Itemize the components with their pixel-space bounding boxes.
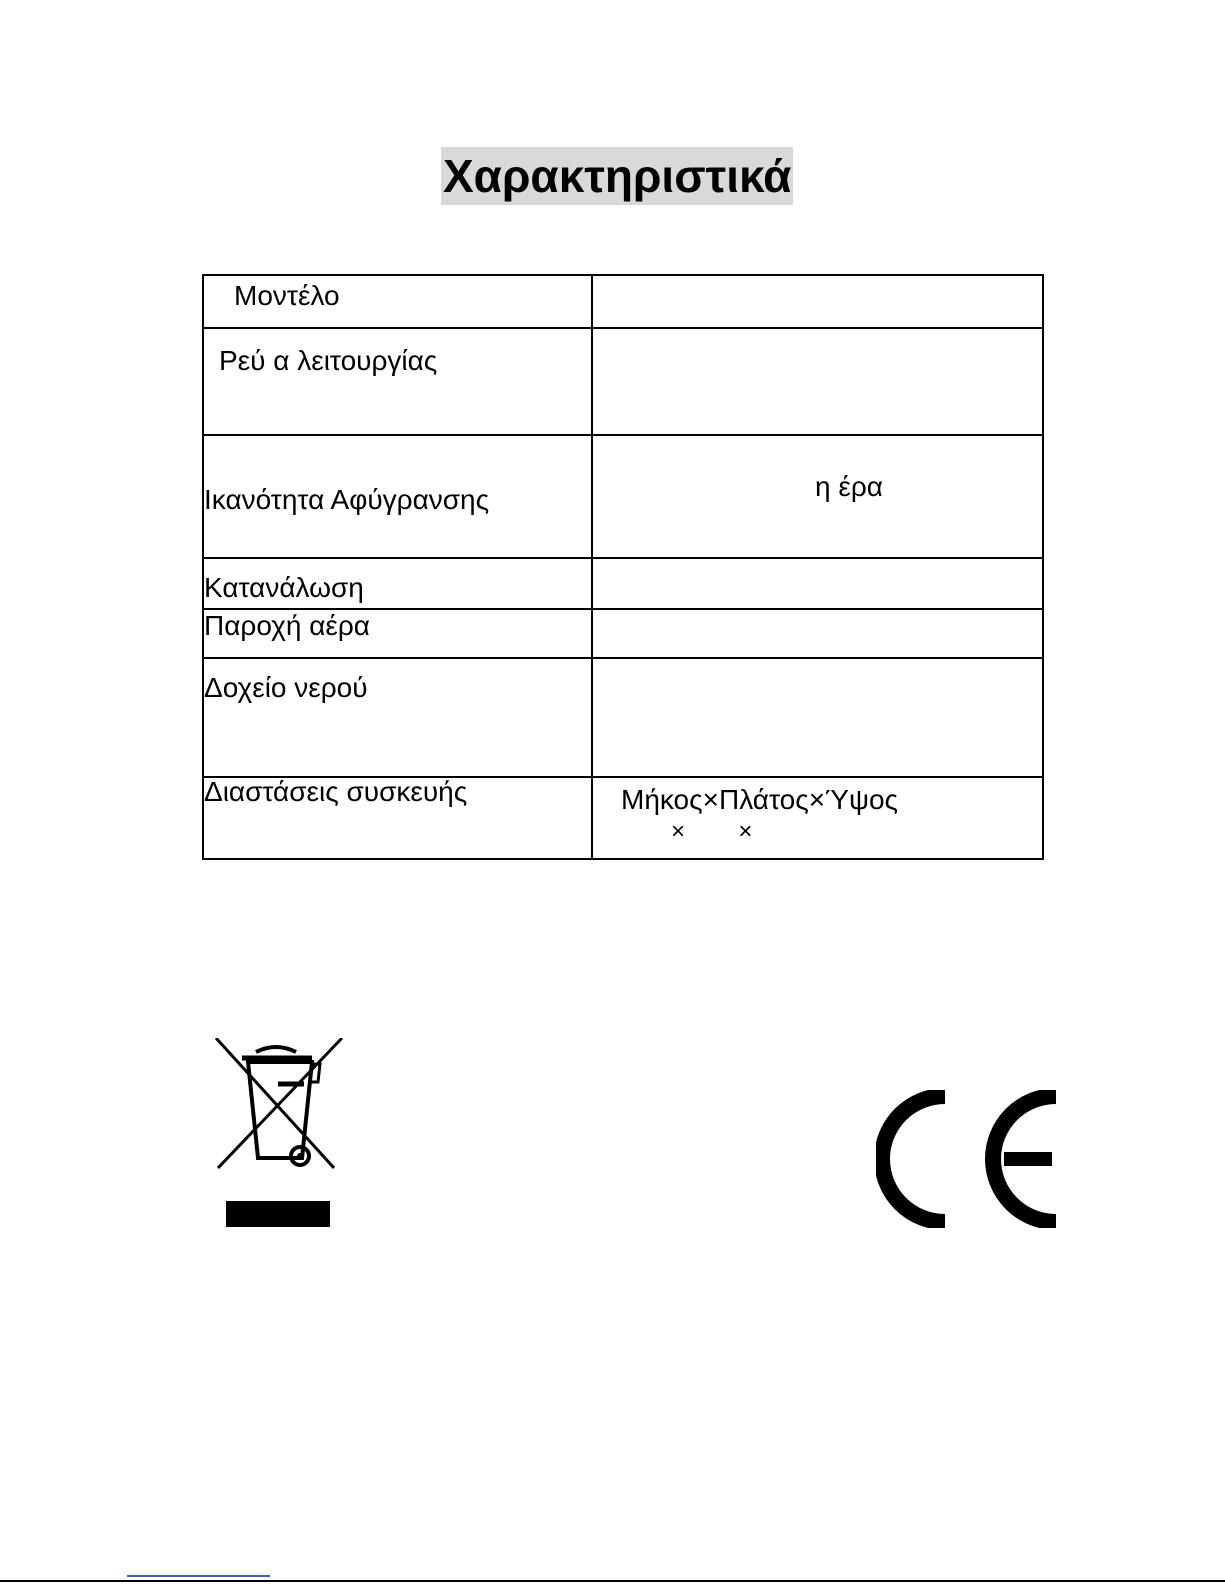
- specifications-table: [202, 274, 1044, 860]
- crossed-out-wheelie-bin-icon: [208, 1038, 348, 1230]
- airflow-label: Παροχή αέρα: [204, 610, 370, 641]
- dimensions-value-line1: Μήκος×Πλάτος×Ύψος: [621, 784, 899, 815]
- tank-label: Δοχείο νερού: [204, 672, 368, 703]
- dimensions-value-line2: × ×: [671, 818, 753, 845]
- table-row-current: [204, 327, 1042, 436]
- footer-accent-line: [127, 1575, 270, 1577]
- model-label: Μοντέλο: [234, 280, 340, 311]
- consumption-label: Κατανάλωση: [204, 572, 364, 603]
- page-title: Χαρακτηριστικά: [441, 147, 793, 205]
- capacity-label: Ικανότητα Αφύγρανσης: [204, 484, 490, 515]
- dimensions-label: Διαστάσεις συσκευής: [204, 776, 468, 807]
- ce-mark-icon: [876, 1090, 1061, 1228]
- footer-line: [0, 1580, 1225, 1582]
- current-label: Ρεύ α λειτουργίας: [219, 345, 438, 376]
- capacity-value: η έρα: [815, 471, 883, 502]
